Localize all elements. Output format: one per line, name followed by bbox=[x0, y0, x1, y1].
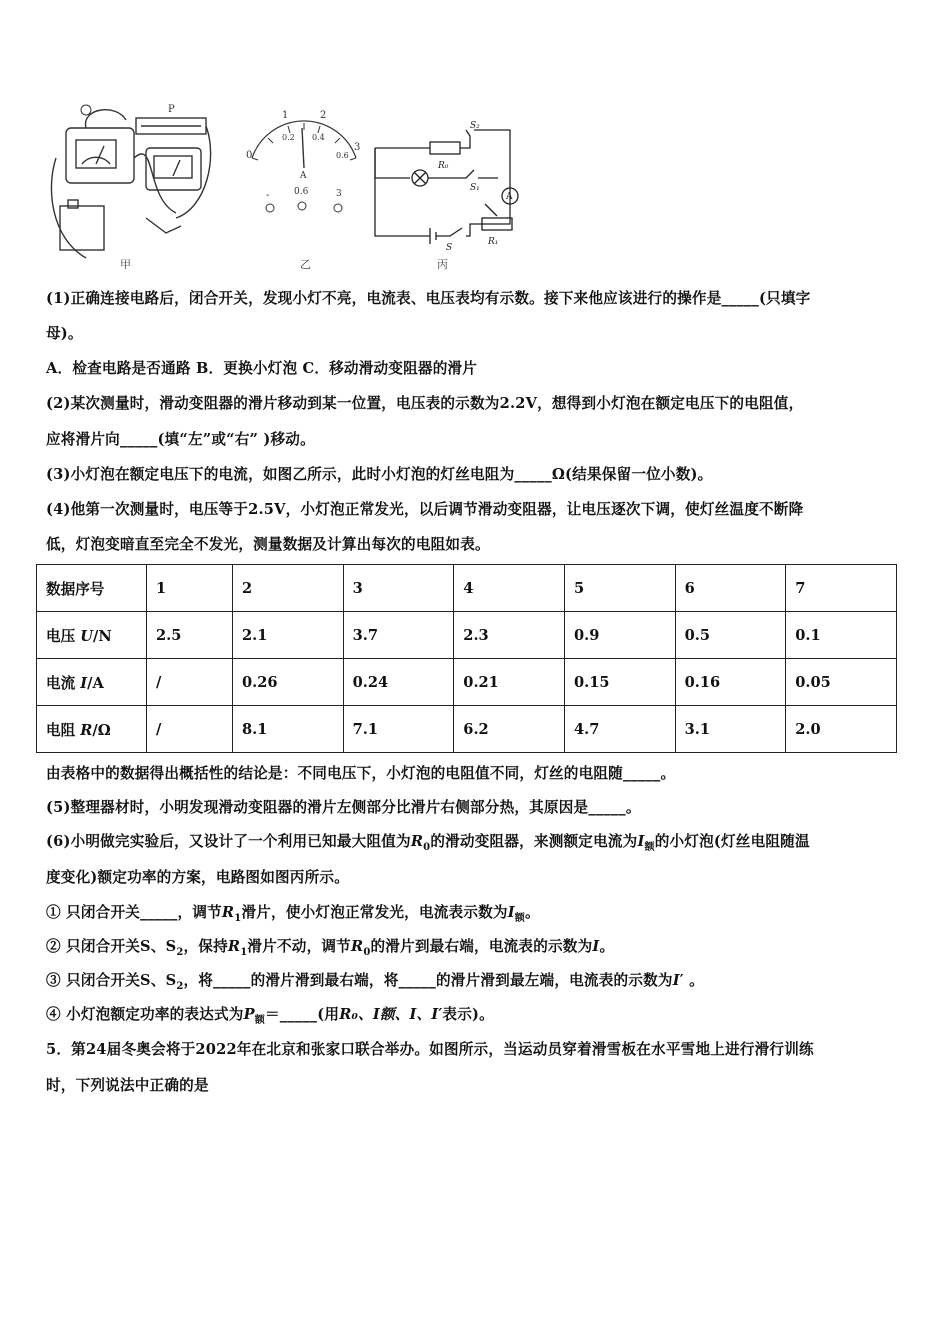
label-r0: R₀ bbox=[438, 161, 449, 171]
q6-step3: ③ 只闭合开关S、$S_2$，将_____的滑片滑到最右端，将_____的滑片滑到最左端，电流表的示数为I′ 。 bbox=[46, 972, 704, 992]
label-a: A bbox=[506, 192, 513, 202]
q-next-line1: 5．第24届冬奥会将于2022年在北京和张家口联合举办。如图所示，当运动员穿着滑雪板在水平雪地上进行滑行训练 bbox=[46, 1041, 814, 1058]
q6-line2: 度变化)额定功率的方案，电路图如图丙所示。 bbox=[46, 869, 349, 886]
q3-line: (3)小灯泡在额定电压下的电流，如图乙所示，此时小灯泡的灯丝电阻为_____Ω(结果保留一位小数)。 bbox=[46, 466, 713, 483]
table-cell: 2.3 bbox=[454, 612, 565, 659]
meter-top-0: 0 bbox=[246, 150, 253, 161]
terminal-3: 3 bbox=[336, 189, 342, 199]
label-s2: S₂ bbox=[470, 121, 480, 131]
q2-line2: 应将滑片向_____(填“左”或“右” )移动。 bbox=[46, 431, 315, 448]
measurement-table bbox=[36, 564, 897, 753]
table-cell: 7 bbox=[786, 565, 897, 612]
table-cell: 0.5 bbox=[675, 612, 786, 659]
table-cell: 6.2 bbox=[454, 706, 565, 753]
meter-top-3: 3 bbox=[354, 142, 361, 153]
table-cell: 5 bbox=[564, 565, 675, 612]
figure-circuit bbox=[370, 98, 530, 270]
table-cell: 2.5 bbox=[147, 612, 233, 659]
table-cell: 3.7 bbox=[343, 612, 454, 659]
table-cell: 0.26 bbox=[232, 659, 343, 706]
table-cell: 0.15 bbox=[564, 659, 675, 706]
q6-step1: ① 只闭合开关_____，调节$R_1$滑片，使小灯泡正常发光，电流表示数为$I_额$。 bbox=[46, 904, 540, 924]
q4-line2: 低，灯泡变暗直至完全不发光，测量数据及计算出每次的电阻如表。 bbox=[46, 536, 490, 553]
table-cell: 0.16 bbox=[675, 659, 786, 706]
table-cell: 4.7 bbox=[564, 706, 675, 753]
table-cell: 2.1 bbox=[232, 612, 343, 659]
meter-unit: A bbox=[300, 171, 307, 181]
label-s1: S₁ bbox=[470, 183, 480, 193]
table-row-current bbox=[37, 659, 897, 706]
table-cell: / bbox=[147, 659, 233, 706]
table-cell: 0.21 bbox=[454, 659, 565, 706]
table-cell: 1 bbox=[147, 565, 233, 612]
table-row-voltage bbox=[37, 612, 897, 659]
table-cell: / bbox=[147, 706, 233, 753]
caption-jia: 甲 bbox=[120, 258, 131, 271]
table-cell: 7.1 bbox=[343, 706, 454, 753]
table-cell: 2 bbox=[232, 565, 343, 612]
figure-ammeter bbox=[238, 98, 368, 270]
table-cell: 0.24 bbox=[343, 659, 454, 706]
meter-bottom-0: 0.2 bbox=[282, 133, 295, 142]
q2-line1: (2)某次测量时，滑动变阻器的滑片移动到某一位置，电压表的示数为2.2V，想得到小灯泡在额定电压下的电阻值， bbox=[46, 395, 804, 412]
meter-bottom-2: 0.6 bbox=[336, 151, 349, 160]
figure-apparatus bbox=[46, 98, 216, 270]
table-cell: 2.0 bbox=[786, 706, 897, 753]
q6-step4: ④ 小灯泡额定功率的表达式为$P_额=\_\_\_\_\_$(用R₀、I额、I、I′表示)。 bbox=[46, 1006, 494, 1026]
table-cell: 4 bbox=[454, 565, 565, 612]
terminal-06: 0.6 bbox=[294, 187, 309, 197]
caption-bing: 丙 bbox=[437, 258, 448, 271]
q-next-line2: 时，下列说法中正确的是 bbox=[46, 1077, 209, 1094]
caption-yi: 乙 bbox=[300, 258, 311, 271]
table-cell: 0.05 bbox=[786, 659, 897, 706]
resistance-label: 电阻 R/Ω bbox=[37, 706, 147, 753]
table-cell: 数据序号 bbox=[37, 565, 147, 612]
terminal-neg: - bbox=[266, 190, 270, 201]
table-cell: 0.1 bbox=[786, 612, 897, 659]
table-cell: 6 bbox=[675, 565, 786, 612]
q1-line1: (1)正确连接电路后，闭合开关，发现小灯不亮，电流表、电压表均有示数。接下来他应该进行的操作是_____(只填字 bbox=[46, 290, 811, 307]
table-cell: 0.9 bbox=[564, 612, 675, 659]
q5-line: (5)整理器材时，小明发现滑动变阻器的滑片左侧部分比滑片右侧部分热，其原因是_____。 bbox=[46, 799, 641, 816]
q6-step2: ② 只闭合开关S、$S_2$，保持$R_1$滑片不动，调节$R_0$的滑片到最右端，电流表的示数为I。 bbox=[46, 938, 615, 958]
meter-bottom-1: 0.4 bbox=[312, 133, 325, 142]
current-label: 电流 I/A bbox=[37, 659, 147, 706]
q4-line1: (4)他第一次测量时，电压等于2.5V，小灯泡正常发光，以后调节滑动变阻器，让电压逐次下调，使灯丝温度不断降 bbox=[46, 501, 804, 518]
label-s: S bbox=[446, 243, 453, 253]
table-cell: 8.1 bbox=[232, 706, 343, 753]
table-cell: 3.1 bbox=[675, 706, 786, 753]
meter-top-2: 2 bbox=[320, 110, 327, 121]
q6-line1: (6)小明做完实验后，又设计了一个利用已知最大阻值为$R_0$的滑动变阻器，来测额定电流为$I_额$的小灯泡(灯丝电阻随温 bbox=[46, 833, 810, 853]
conclusion-line: 由表格中的数据得出概括性的结论是：不同电压下，小灯泡的电阻值不同，灯丝的电阻随_____。 bbox=[46, 765, 676, 782]
voltage-label: 电压 U/N bbox=[37, 612, 147, 659]
meter-top-1: 1 bbox=[282, 110, 289, 121]
q1-line2: 母)。 bbox=[46, 325, 83, 342]
table-row-resistance bbox=[37, 706, 897, 753]
slider-label: P bbox=[168, 104, 175, 115]
q1-options: A．检查电路是否通路 B．更换小灯泡 C．移动滑动变阻器的滑片 bbox=[46, 360, 478, 377]
table-row-header bbox=[37, 565, 897, 612]
label-r1: R₁ bbox=[488, 237, 499, 247]
table-cell: 3 bbox=[343, 565, 454, 612]
